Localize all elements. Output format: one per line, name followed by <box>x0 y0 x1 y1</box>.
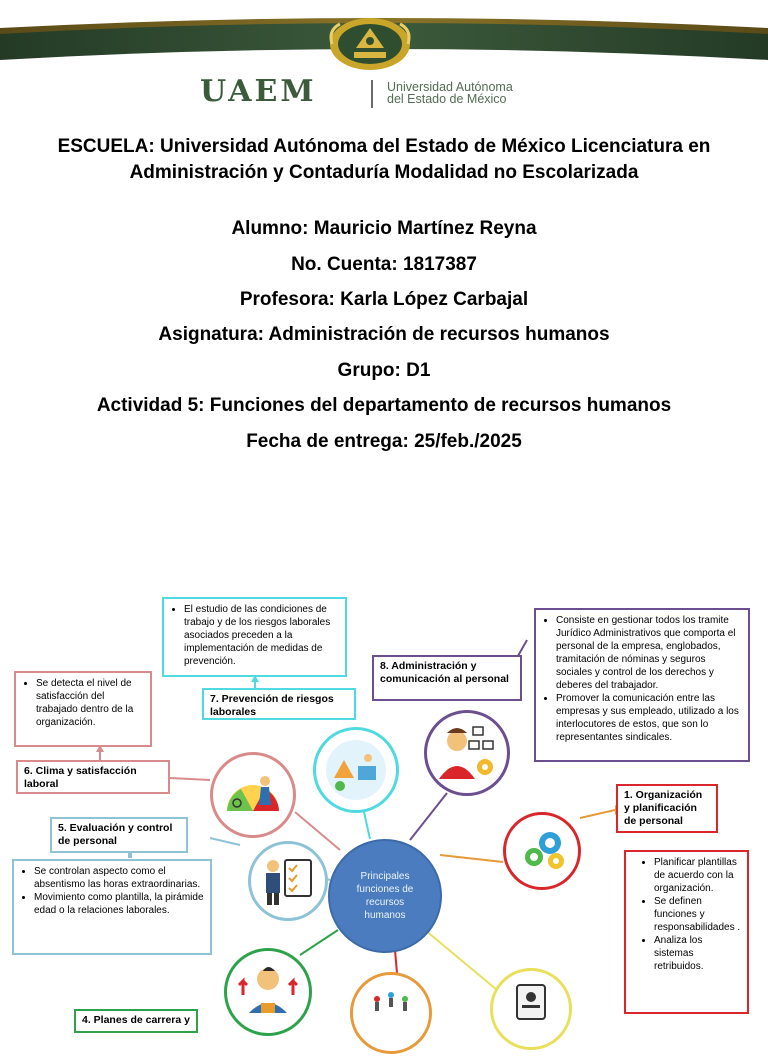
career-growth-icon <box>227 951 309 1033</box>
f8-detail-box <box>534 608 750 762</box>
f1-detail-box <box>624 850 749 1014</box>
f5-icon-circle <box>248 841 328 921</box>
group-name: Grupo: D1 <box>337 360 431 381</box>
account-number: No. Cuenta: 1817387 <box>291 254 477 275</box>
f2-icon-circle <box>350 972 432 1054</box>
f8-item: • Promover la comunicación entre las empresas y sus empleado, utilizado a los interlocutores de estos, que son lo representantes sindicales. <box>556 692 742 744</box>
university-name-line2: del Estado de México <box>387 92 507 106</box>
center-node <box>328 839 442 953</box>
f4-label: 4. Planes de carrera y <box>74 1009 198 1033</box>
f4-icon-circle <box>224 948 312 1036</box>
f8-label: 8. Administración y comunicación al personal <box>372 655 522 701</box>
school-title-line2: Administración y Contaduría Modalidad no Escolarizada <box>129 162 639 183</box>
f7-icon-circle <box>313 727 399 813</box>
f5-item: • Movimiento como plantilla, la pirámide edad o la relaciones laborales. <box>34 891 204 917</box>
f6-detail-box <box>14 671 152 747</box>
people-activities-icon <box>353 975 429 1051</box>
uaem-logo-text: UAEM <box>200 74 317 109</box>
university-name-line1: Universidad Autónoma <box>387 80 513 94</box>
f6-item: • Se detecta el nivel de satisfacción del trabajado dentro de la organización. <box>36 677 144 729</box>
gears-icon <box>506 815 578 887</box>
activity-name: Actividad 5: Funciones del departamento de recursos humanos <box>96 395 672 416</box>
evaluation-checklist-icon <box>251 844 325 918</box>
id-card-icon <box>493 971 569 1047</box>
f6-icon-circle <box>210 752 296 838</box>
f7-detail-box <box>162 597 347 677</box>
administration-icon <box>427 713 507 793</box>
f1-item: • Planificar plantillas de acuerdo con la organización. <box>654 856 741 895</box>
f8-item: • Consiste en gestionar todos los tramite Jurídico Administrativos que comporta el personal de la empresa, englobados, tramitación de nóminas y seguros sociales y control de los derechos y deberes del trabajador. <box>556 614 742 692</box>
f5-item: • Se controlan aspecto como el absentismo las horas extraordinarias. <box>34 865 204 891</box>
f5-detail-box <box>12 859 212 955</box>
f1-item: • Se definen funciones y responsabilidades . <box>654 895 741 934</box>
f6-label: 6. Clima y satisfacción laboral <box>16 760 170 794</box>
subject-name: Asignatura: Administración de recursos humanos <box>158 324 610 345</box>
f7-label: 7. Prevención de riesgos laborales <box>202 688 356 720</box>
center-node-label: Principales funciones de recursos humanos <box>356 871 414 921</box>
f3-icon-circle <box>490 968 572 1050</box>
f8-icon-circle <box>424 710 510 796</box>
risk-prevention-icon <box>316 730 396 810</box>
satisfaction-meter-icon <box>213 755 293 835</box>
f1-label: 1. Organización y planificación de personal <box>616 784 718 833</box>
school-title-line1: ESCUELA: Universidad Autónoma del Estado de México Licenciatura en <box>57 136 711 157</box>
f1-icon-circle <box>503 812 581 890</box>
student-name: Alumno: Mauricio Martínez Reyna <box>231 218 537 239</box>
professor-name: Profesora: Karla López Carbajal <box>239 289 529 310</box>
f5-label: 5. Evaluación y control de personal <box>50 817 188 853</box>
due-date: Fecha de entrega: 25/feb./2025 <box>246 431 522 452</box>
f7-item: • El estudio de las condiciones de trabajo y de los riesgos laborales asociados preceden a la implementación de medidas de prevención. <box>184 603 339 668</box>
f1-item: • Analiza los sistemas retribuidos. <box>654 934 741 973</box>
